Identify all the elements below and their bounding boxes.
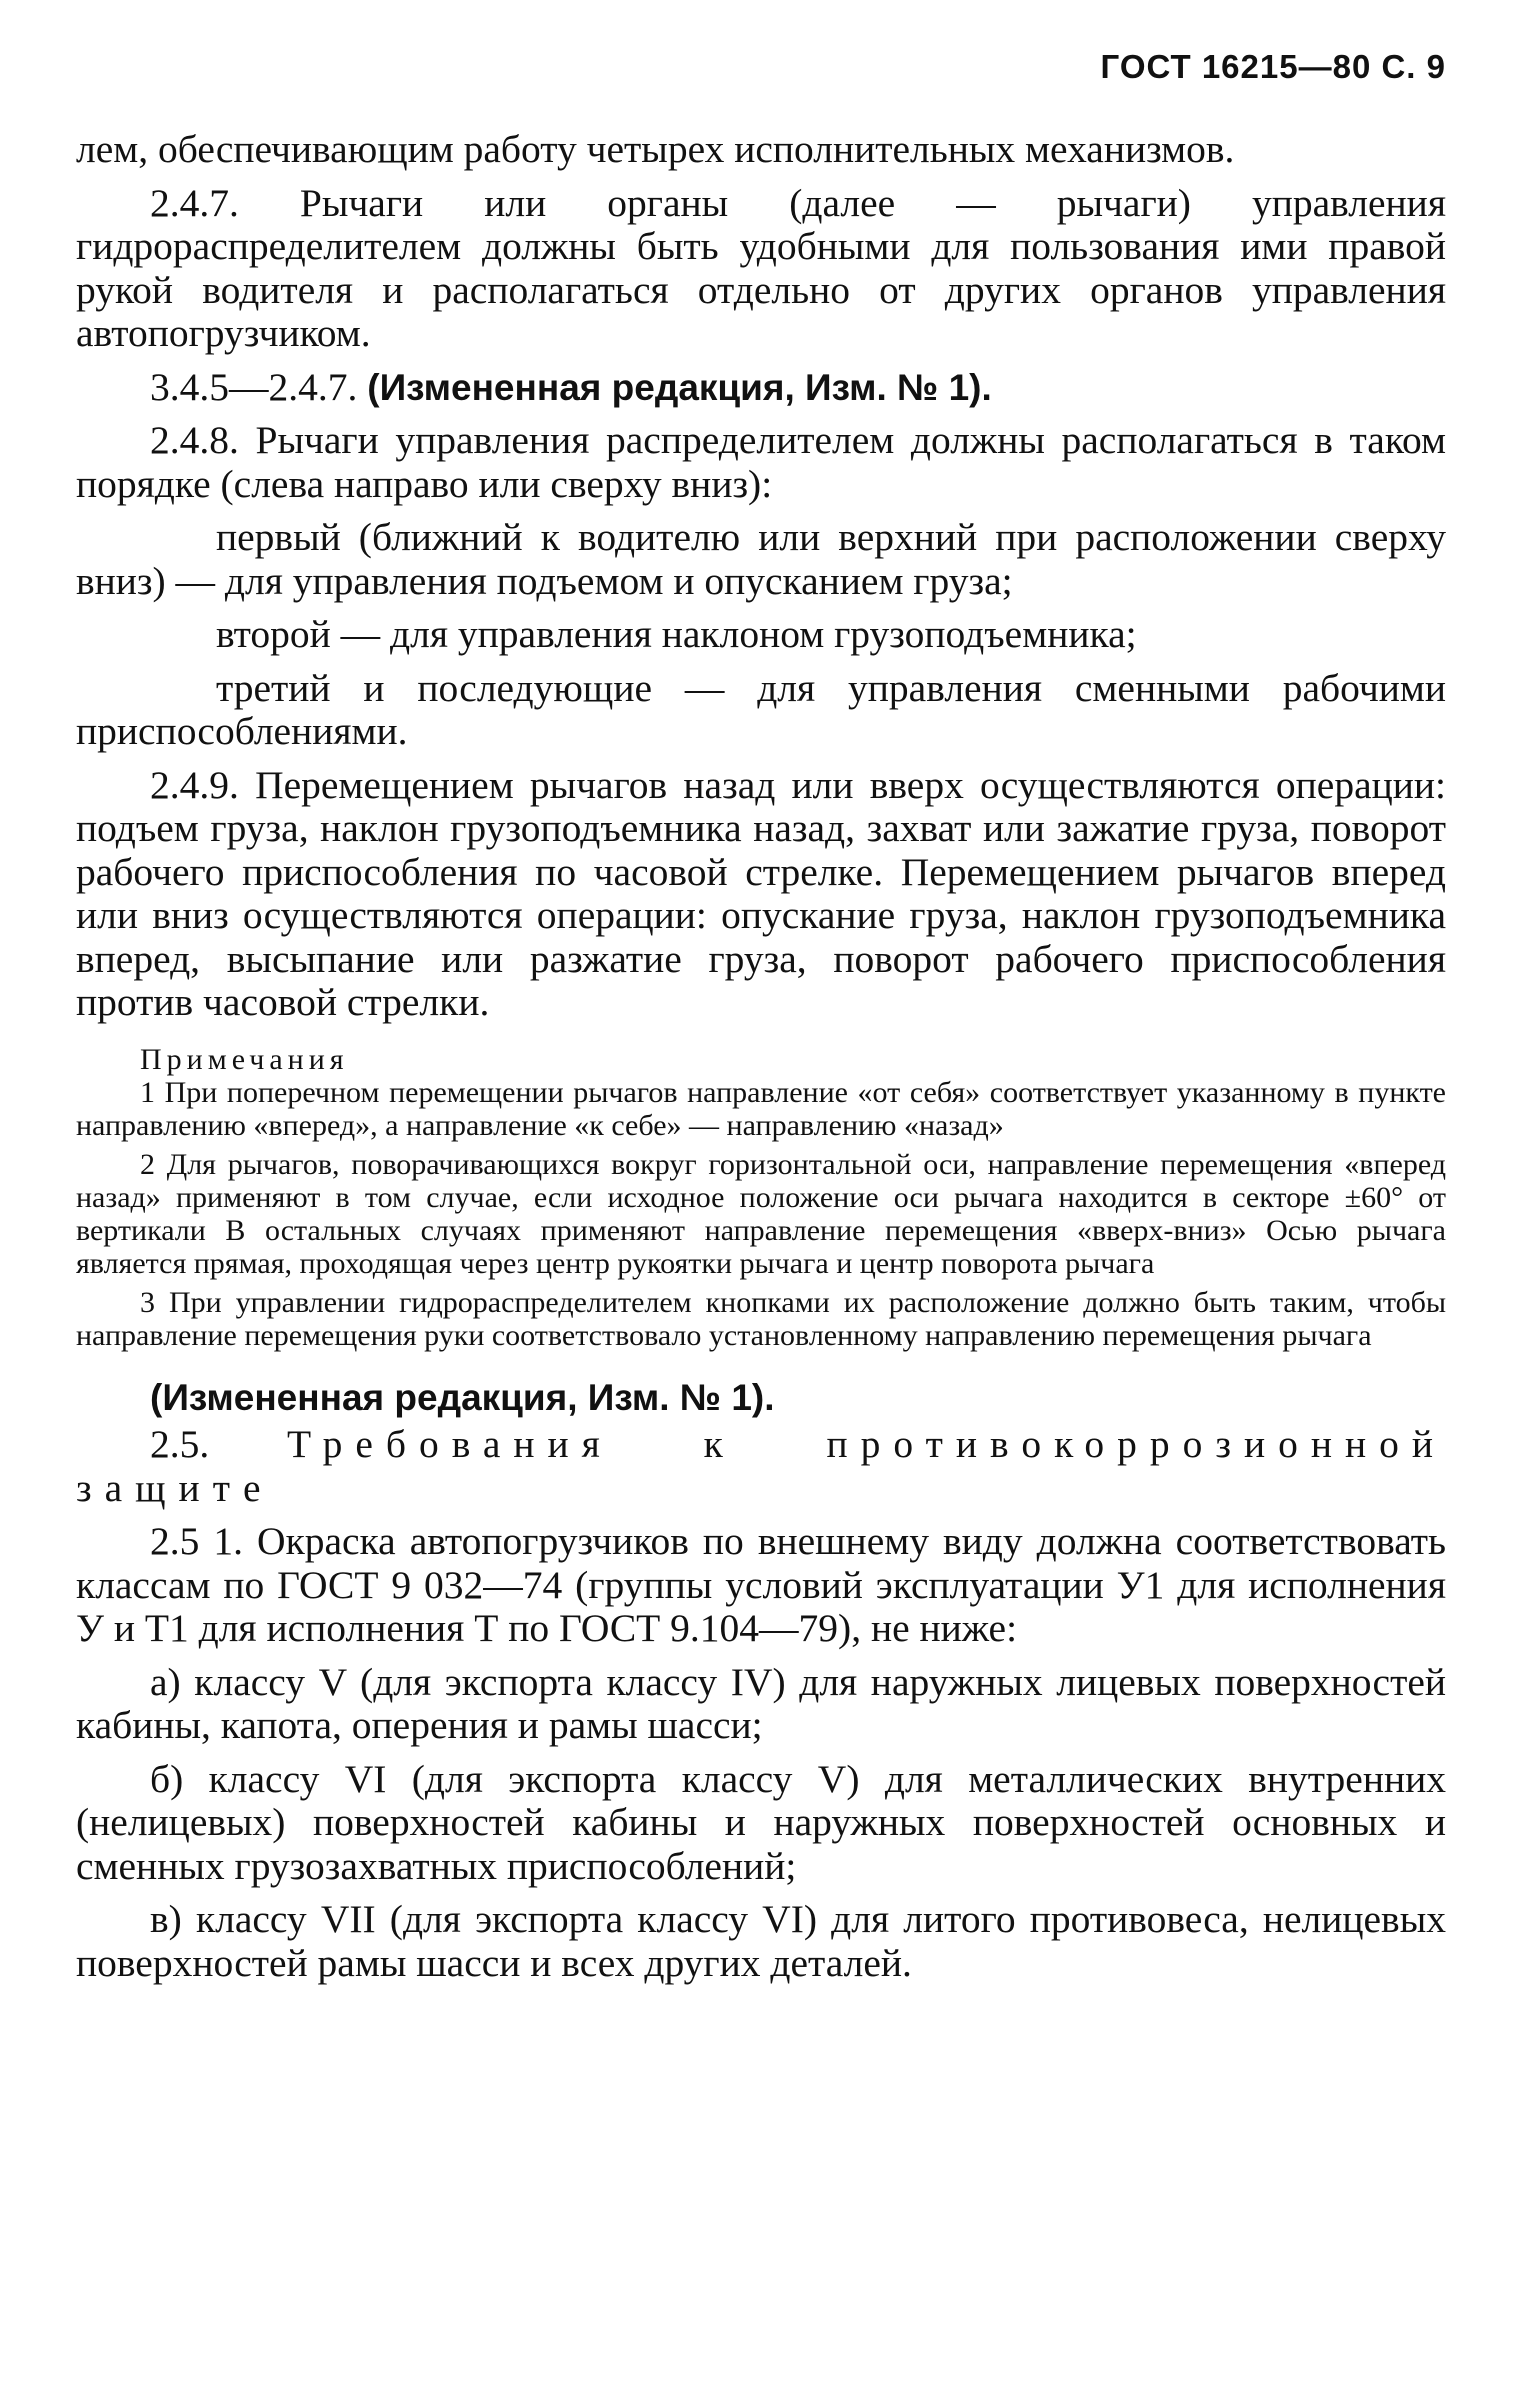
clause-item-c: в) классу VII (для экспорта классу VI) для литого противовеса, нелицевых поверхностей рамы шасси и всех других деталей. (76, 1897, 1446, 1985)
clause-2-4-8: 2.4.8. Рычаги управления распределителем должны располагаться в таком порядке (слева направо или сверху вниз): (76, 418, 1446, 506)
lever-third: третий и последующие — для управления сменными рабочими приспособлениями. (76, 665, 1446, 753)
clause-item-b: б) классу VI (для экспорта классу V) для металлических внутренних (нелицевых) поверхностей кабины и наружных поверхностей основных и сменных грузозахватных приспособлений; (76, 1756, 1446, 1888)
lever-second: второй — для управления наклоном грузоподъемника; (216, 612, 1137, 656)
notes-block (76, 1043, 1446, 1352)
section-number: 2.5. (150, 1422, 210, 1466)
lever-first: первый (ближний к водителю или верхний при расположении сверху вниз) — для управления подъемом и опусканием груза; (76, 515, 1446, 603)
notes-title: Примечания (140, 1042, 349, 1076)
document-page (76, 0, 1446, 2387)
clause-item-a: а) классу V (для экспорта классу IV) для наружных лицевых поверхностей кабины, капота, оперения и рамы шасси; (76, 1659, 1446, 1747)
section-2-5-heading (76, 1423, 1446, 1510)
amendment-note-notes (76, 1376, 1446, 1420)
section-title: Требования к противокоррозионной защите (76, 1422, 1446, 1510)
amendment-note-2-4-5 (76, 366, 1446, 410)
document-body (76, 128, 1446, 1985)
note-3: 3 При управлении гидрораспределителем кнопками их расположение должно быть таким, чтобы направление перемещения руки соответствовало установленному направлению перемещения рычага (76, 1285, 1446, 1352)
clause-2-4-7: 2.4.7. Рычаги или органы (далее — рычаги) управления гидрораспределителем должны быть удобными для пользования ими правой рукой водителя и располагаться отдельно от других органов управления автопогрузчиком. (76, 180, 1446, 355)
clause-range: 3.4.5—2.4.7. (150, 364, 358, 409)
amendment-label: (Измененная редакция, Изм. № 1). (367, 366, 992, 408)
clause-2-4-9: 2.4.9. Перемещением рычагов назад или вверх осуществляются операции: подъем груза, наклон грузоподъемника назад, захват или зажатие груза, поворот рабочего приспособления по часовой стрелке. Перемещением рычагов вперед или вниз осуществляются операции: опускание груза, наклон грузоподъемника вперед, высыпание или разжатие груза, поворот рабочего приспособления против часовой стрелки. (76, 762, 1446, 1024)
clause-2-5-1: 2.5 1. Окраска автопогрузчиков по внешнему виду должна соответствовать классам по ГОСТ 9 032—74 (группы условий эксплуатации У1 для исполнения У и Т1 для исполнения Т по ГОСТ 9.104—79), не ниже: (76, 1519, 1446, 1650)
note-1: 1 При поперечном перемещении рычагов направление «от себя» соответствует указанному в пункте направлению «вперед», а направление «к себе» — направлению «назад» (76, 1075, 1446, 1142)
page-header: ГОСТ 16215—80 С. 9 (1100, 48, 1446, 85)
amendment-label-2: (Измененная редакция, Изм. № 1). (150, 1376, 775, 1418)
paragraph-continuation: лем, обеспечивающим работу четырех исполнительных механизмов. (76, 127, 1235, 171)
note-2: 2 Для рычагов, поворачивающихся вокруг горизонтальной оси, направление перемещения «вперед назад» применяют в том случае, если исходное положение оси рычага находится в секторе ±60° от вертикали В остальных случаях применяют направление перемещения «вверх-вниз» Осью рычага является прямая, проходящая через центр рукоятки рычага и центр поворота рычага (76, 1147, 1446, 1280)
